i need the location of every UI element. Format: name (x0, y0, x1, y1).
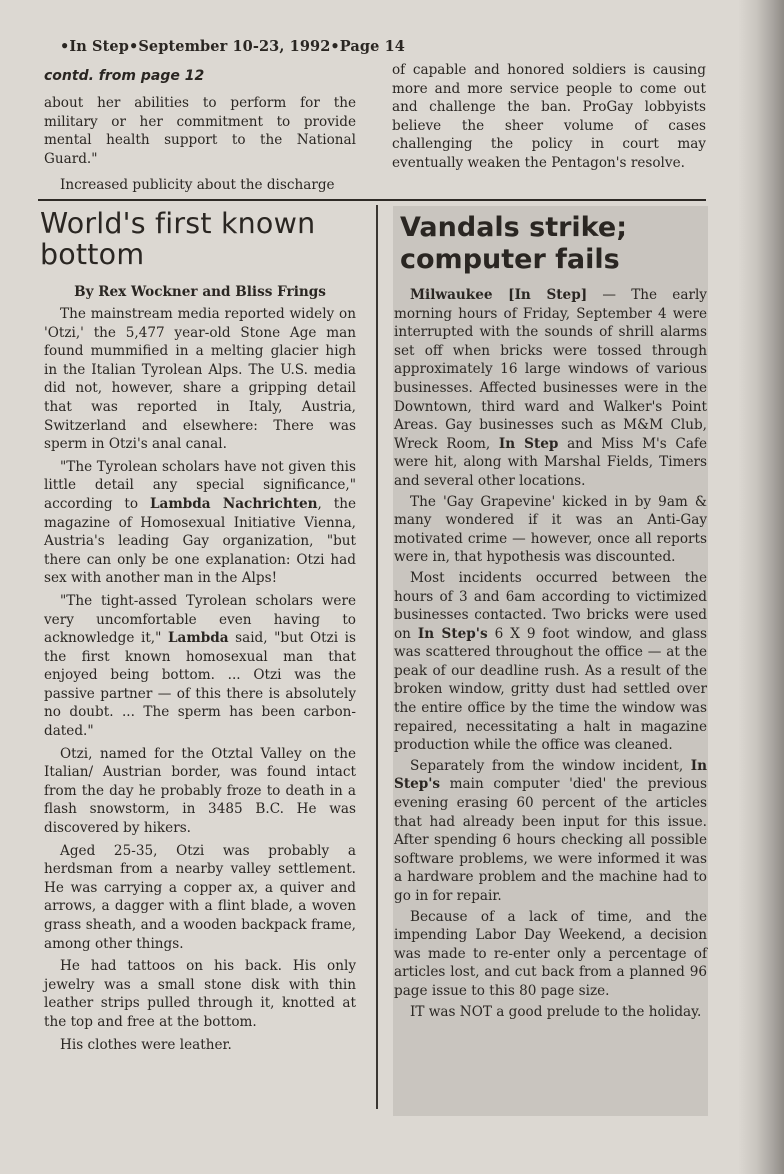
continued-right-column (392, 61, 706, 173)
left-article-p7: His clothes were leather. (60, 1036, 232, 1053)
left-article-p2-text-a: "The Tyrolean scholars have not given this little detail any special significance," according to (44, 458, 356, 512)
left-article-byline: By Rex Wockner and Bliss Frings (74, 284, 326, 300)
left-article-p1: The mainstream media reported widely on 'Otzi,' the 5,477 year-old Stone Age man found mummified in a melting glacier high in the Italian Tyrolean Alps. The U.S. media did not, however, share a gripping detail that was reported in Italy, Austria, Switzerland and elsewhere: There was sperm in Otzi's anal canal. (44, 306, 356, 453)
section-divider-horizontal (38, 199, 706, 201)
lambda-nachrichten-title: Lambda Nachrichten (149, 495, 318, 512)
right-article-p1-text-d: and Miss M's Cafe were hit, along with Marshal Fields, Timers and several other locations. (394, 435, 707, 489)
right-article-p4 (394, 757, 707, 906)
left-article-p2 (44, 458, 356, 588)
continued-label: contd. from page 12 (44, 68, 205, 84)
in-steps-name: In Step's (417, 625, 488, 642)
right-article-body (394, 286, 707, 1023)
right-article-p3-text-c: 6 X 9 foot window, and glass was scattered throughout the office — at the peak of our deadline rush. As a result of the broken window, gritty dust had settled over the entire office by the time the window was repaired, necessitating a halt in magazine production while the office was cleaned. (394, 625, 707, 754)
right-article-p1-text-b: — The early morning hours of Friday, September 4 were interrupted with the sounds of shrill alarms set off when bricks were tossed through approximately 16 large windows of various businesses. Affected businesses were in the Downtown, third ward and Walker's Point Areas. Gay businesses such as M&M Club, Wreck Room, (394, 287, 707, 452)
left-article-p3-text-a: "The tight-assed Tyrolean scholars were very uncomfortable even having to acknowledge it," (44, 592, 356, 647)
lambda-name: Lambda (167, 630, 229, 647)
right-article-p2: The 'Gay Grapevine' kicked in by 9am & many wondered if it was an Anti-Gay motivated crime — however, once all reports were in, that hypothesis was discounted. (394, 493, 707, 566)
continued-right-p1: of capable and honored soldiers is causing more and more service people to come out and challenge the ban. ProGay lobbyists believe the sheer volume of cases challenging the policy in court may eventually weaken the Pentagon's resolve. (392, 62, 706, 171)
in-step-name: In Step (498, 435, 559, 452)
left-article-p4: Otzi, named for the Otztal Valley on the Italian/ Austrian border, was found intact from the day he probably froze to death in a flash snowstorm, in 3485 B.C. He was discovered by hikers. (44, 745, 356, 837)
dateline: Milwaukee [In Step] (410, 287, 588, 303)
right-article-p4-text-c: main computer 'died' the previous evening erasing 60 percent of the articles that had already been input for this issue. After spending 6 hours checking all possible software problems, we were informed it was a hardware problem and the machine had to go in for repair. (394, 776, 707, 904)
right-article-p5: Because of a lack of time, and the impending Labor Day Weekend, a decision was made to re-enter only a percentage of articles lost, and cut back from a planned 96 page issue to this 80 page size. (394, 908, 707, 999)
right-article-p6: IT was NOT a good prelude to the holiday. (410, 1003, 702, 1020)
column-divider-vertical (376, 205, 378, 1109)
in-steps-name-2: In Step's (394, 757, 707, 793)
right-article-p3-text-a: Most incidents occurred between the hours of 3 and 6am according to victimized businesses contacted. Two bricks were used on (394, 569, 707, 642)
continued-left-p1: about her abilities to perform for the military or her commitment to provide mental health support to the National Guard." (44, 95, 356, 167)
left-article-headline: World's first known bottom (40, 207, 316, 271)
continued-left-p2: Increased publicity about the discharge (60, 177, 335, 194)
left-article-p3 (44, 592, 356, 741)
continued-left-column (44, 94, 356, 195)
right-article-p1 (394, 286, 707, 491)
left-article-p5: Aged 25-35, Otzi was probably a herdsman from a nearby valley settlement. He was carrying a copper ax, a quiver and arrows, a dagger with a flint blade, a woven grass sheath, and a wooden backpack frame, among other things. (44, 842, 356, 952)
left-article-p2-text-c: , the magazine of Homosexual Initiative Vienna, Austria's leading Gay organization, "but there can only be one explanation: Otzi had sex with another man in the Alps! (44, 495, 356, 587)
right-article-headline: Vandals strike; computer fails (400, 212, 628, 275)
right-article-p4-text-a: Separately from the window incident, (410, 757, 691, 774)
right-article-p3 (394, 569, 707, 755)
left-article-p6: He had tattoos on his back. His only jewelry was a small stone disk with thin leather strips pulled through it, knotted at the top and free at the bottom. (44, 958, 356, 1030)
left-article-body (44, 305, 356, 1058)
running-head: •In Step•September 10-23, 1992•Page 14 (60, 38, 405, 55)
page-edge-shadow (738, 0, 784, 1174)
left-article-p3-text-c: said, "but Otzi is the first known homosexual man that enjoyed being bottom. ... Otzi was the passive partner — of this there is absolutely no doubt. ... The sperm has been carbon-dated." (44, 630, 356, 740)
